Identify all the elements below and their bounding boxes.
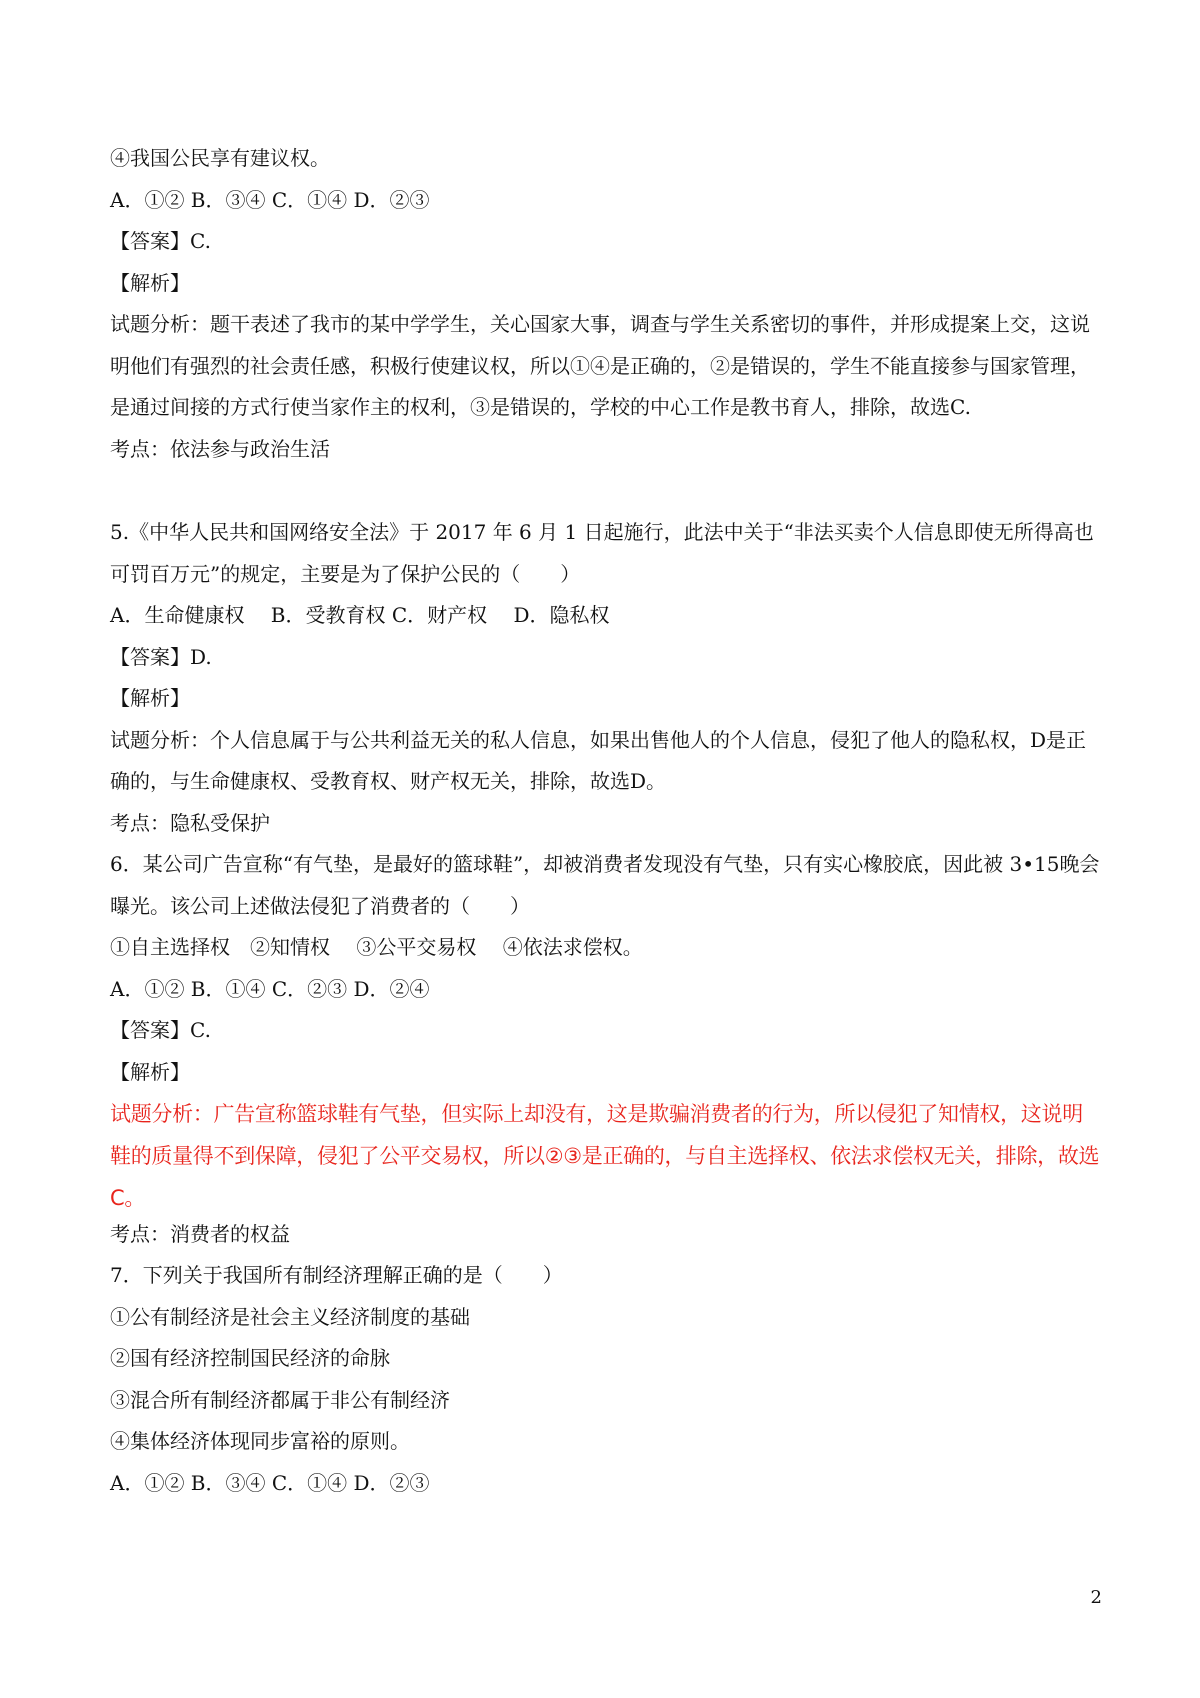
q4-analysis-label: 【解析】 xyxy=(110,270,190,295)
q5-stem: 5.《中华人民共和国网络安全法》于 2017 年 6 月 1 日起施行，此法中关于“非法买卖个人信息即使无所得高也可罚百万元”的规定，主要是为了保护公民的（ ） xyxy=(110,520,1094,586)
q7-option-2: ②国有经济控制国民经济的命脉 xyxy=(110,1346,390,1370)
q4-option-4: ④我国公民享有建议权。 xyxy=(110,146,330,170)
q5-analysis: 试题分析：个人信息属于与公共利益无关的私人信息，如果出售他人的个人信息，侵犯了他人的隐私权，D是正确的，与生命健康权、受教育权、财产权无关，排除，故选D。 xyxy=(110,727,1087,793)
q7-option-3: ③混合所有制经济都属于非公有制经济 xyxy=(110,1387,450,1412)
q7-choices: A．①② B．③④ C．①④ D．②③ xyxy=(110,1470,430,1495)
q5-analysis-label: 【解析】 xyxy=(110,686,190,710)
q6-choices: A．①② B．①④ C．②③ D．②④ xyxy=(110,976,430,1001)
q7-option-4: ④集体经济体现同步富裕的原则。 xyxy=(110,1429,410,1453)
q6-answer: 【答案】C. xyxy=(110,1018,211,1042)
q5-kaodian: 考点：隐私受保护 xyxy=(110,810,270,835)
q6-analysis: 试题分析：广告宣称篮球鞋有气垫，但实际上却没有，这是欺骗消费者的行为，所以侵犯了知情权，这说明鞋的质量得不到保障，侵犯了公平交易权，所以②③是正确的，与自主选择权、依法求偿权无关，排除，故选 C。 xyxy=(110,1102,1100,1210)
q4-choices: A．①② B．③④ C．①④ D．②③ xyxy=(110,187,430,212)
q6-stem: 6．某公司广告宣称“有气垫，是最好的篮球鞋”，却被消费者发现没有气垫，只有实心橡胶底，因此被 3•15晚会曝光。该公司上述做法侵犯了消费者的（ ） xyxy=(110,852,1100,918)
q6-analysis-label: 【解析】 xyxy=(110,1059,190,1084)
q6-options: ①自主选择权 ②知情权 ③公平交易权 ④依法求偿权。 xyxy=(110,935,643,959)
q4-analysis: 试题分析：题干表述了我市的某中学学生，关心国家大事，调查与学生关系密切的事件，并形成提案上交，这说明他们有强烈的社会责任感，积极行使建议权，所以①④是正确的，②是错误的，学生不能直接参与国家管理，是通过间接的方式行使当家作主的权利，③是错误的，学校的中心工作是教书育人，排除，故选C. xyxy=(110,312,1090,419)
question-spacer xyxy=(110,470,1100,512)
page-content xyxy=(110,138,1100,1504)
q4-answer: 【答案】C. xyxy=(110,229,211,253)
q7-option-1: ①公有制经济是社会主义经济制度的基础 xyxy=(110,1304,470,1329)
page-number: 2 xyxy=(1090,1587,1102,1608)
q5-choices: A．生命健康权 B．受教育权 C．财产权 D．隐私权 xyxy=(110,603,610,627)
q4-kaodian: 考点：依法参与政治生活 xyxy=(110,436,330,461)
q6-kaodian: 考点：消费者的权益 xyxy=(110,1222,290,1246)
q7-stem: 7．下列关于我国所有制经济理解正确的是（ ） xyxy=(110,1263,563,1287)
q5-answer: 【答案】D. xyxy=(110,644,212,669)
